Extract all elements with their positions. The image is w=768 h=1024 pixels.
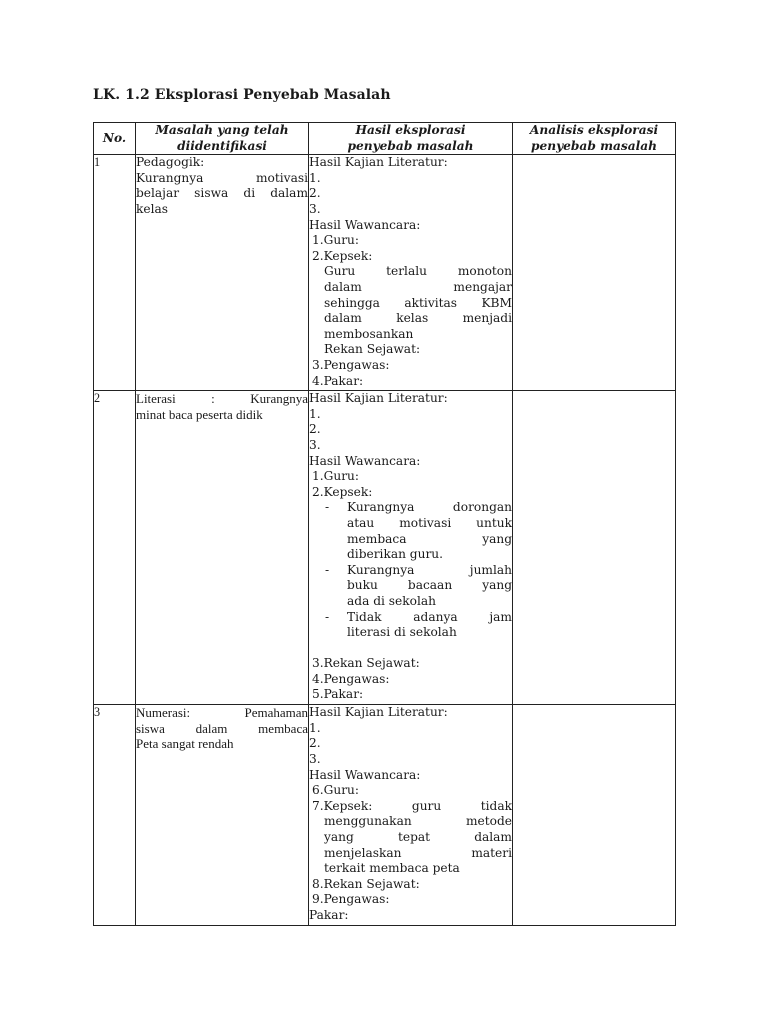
row-number: 1 <box>94 155 136 391</box>
analysis-cell[interactable] <box>513 705 676 926</box>
header-masalah: Masalah yang telah diidentifikasi <box>136 123 309 155</box>
problem-cell: Pedagogik: Kurangnya motivasi belajar siswa di dalam kelas <box>136 155 309 391</box>
worksheet-title: LK. 1.2 Eksplorasi Penyebab Masalah <box>93 87 391 103</box>
row-number: 3 <box>94 705 136 926</box>
result-cell: Hasil Kajian Literatur: 1. 2. 3. Hasil Wawancara: 1.Guru: 2.Kepsek: - Kurangnya dorongan atau motivasi untuk membaca yang diberikan guru. - Kurangnya jumlah buku bacaan yang ada di sekolah - Tidak adanya jam literasi di sekolah 3.Rekan Sejawat: 4.Pengawas: 5.Pakar: <box>309 391 513 705</box>
list-item: - Kurangnya dorongan atau motivasi untuk membaca yang diberikan guru. <box>325 500 512 562</box>
header-no: No. <box>94 123 136 155</box>
analysis-cell[interactable] <box>513 391 676 705</box>
header-analisis: Analisis eksplorasi penyebab masalah <box>513 123 676 155</box>
problem-cell: Literasi : Kurangnya minat baca peserta didik <box>136 391 309 705</box>
result-cell: Hasil Kajian Literatur: 1. 2. 3. Hasil Wawancara: 6.Guru: 7.Kepsek: guru tidak menggunakan metode yang tepat dalam menjelaskan materi terkait membaca peta 8.Rekan Sejawat: 9.Pengawas: Pakar: <box>309 705 513 926</box>
analysis-cell[interactable] <box>513 155 676 391</box>
result-cell: Hasil Kajian Literatur: 1. 2. 3. Hasil Wawancara: 1.Guru: 2.Kepsek: Guru terlalu monoton dalam mengajar sehingga aktivitas KBM dalam kelas menjadi membosankan Rekan Sejawat: 3.Pengawas: 4.Pakar: <box>309 155 513 391</box>
list-item: - Tidak adanya jam literasi di sekolah <box>325 609 512 640</box>
table-row <box>94 391 676 705</box>
table-row <box>94 705 676 926</box>
problem-cell: Numerasi: Pemahaman siswa dalam membaca Peta sangat rendah <box>136 705 309 926</box>
row-number: 2 <box>94 391 136 705</box>
list-item: - Kurangnya jumlah buku bacaan yang ada di sekolah <box>325 562 512 608</box>
header-hasil: Hasil eksplorasi penyebab masalah <box>309 123 513 155</box>
table-header-row <box>94 123 676 155</box>
table-row <box>94 155 676 391</box>
exploration-table <box>93 122 676 926</box>
